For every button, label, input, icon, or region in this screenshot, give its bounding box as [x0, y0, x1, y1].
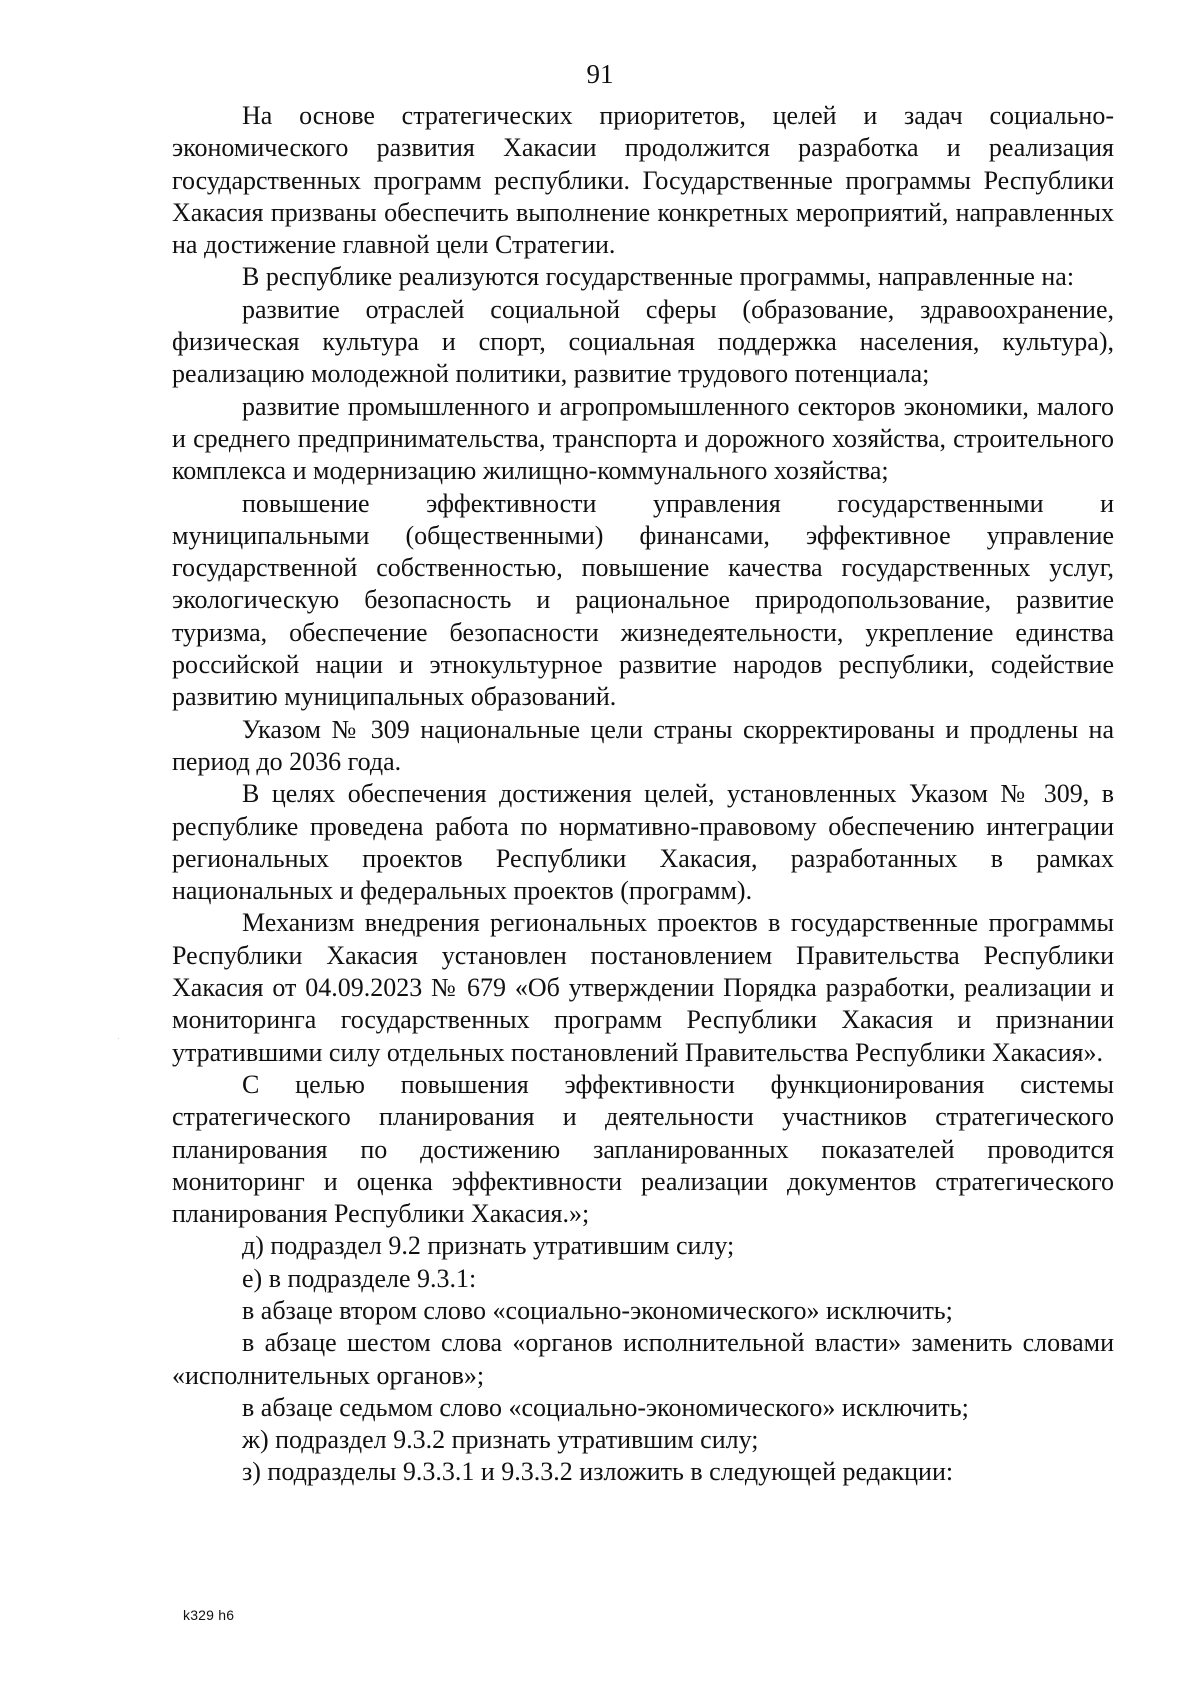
paragraph-finance-management: повышение эффективности управления государственными и муниципальными (общественными) финансами, эффективное управление государственной собственностью, повышение качества государственных услуг, экологическую безопасность и рациональное природопользование, развитие туризма, обеспечение безопасности жизнедеятельности, укрепление единства российской нации и этнокультурное развитие народов республики, содействие развитию муниципальных образований.	[172, 488, 1114, 712]
paragraph-regional-projects: В целях обеспечения достижения целей, установленных Указом № 309, в республике проведена работа по нормативно-правовому обеспечению интеграции региональных проектов Республики Хакасия, разработанных в рамках национальных и федеральных проектов (программ).	[172, 779, 1114, 906]
paragraph-monitoring: С целью повышения эффективности функционирования системы стратегического планирования и деятельности участников стратегического планирования по достижению запланированных показателей проводится мониторинг и оценка эффективности реализации документов стратегического планирования Республики Хакасия.»;	[172, 1069, 1114, 1229]
document-body	[172, 100, 1114, 1489]
scan-speck	[118, 1038, 119, 1039]
paragraph-social-sphere: развитие отраслей социальной сферы (образование, здравоохранение, физическая культура и спорт, социальная поддержка населения, культура), реализацию молодежной политики, развитие трудового потенциала;	[172, 294, 1114, 389]
paragraph-programs-intro: В республике реализуются государственные программы, направленные на:	[242, 262, 1075, 292]
paragraph-implementation-mechanism: Механизм внедрения региональных проектов в государственные программы Республики Хакасия установлен постановлением Правительства Республики Хакасия от 04.09.2023 № 679 «Об утверждении Порядка разработки, реализации и мониторинга государственных программ Республики Хакасия и признании утратившими силу отдельных постановлений Правительства Республики Хакасия».	[172, 908, 1114, 1067]
paragraph-item-e: е) в подразделе 9.3.1:	[242, 1263, 477, 1293]
paragraph-item-d: д) подраздел 9.2 признать утратившим силу;	[242, 1231, 735, 1261]
paragraph-economy-sectors: развитие промышленного и агропромышленного секторов экономики, малого и среднего предпринимательства, транспорта и дорожного хозяйства, строительного комплекса и модернизацию жилищно-коммунального хозяйства;	[172, 391, 1114, 486]
paragraph-decree-309: Указом № 309 национальные цели страны скорректированы и продлены на период до 2036 года.	[172, 714, 1114, 776]
paragraph-item-e-seventh: в абзаце седьмом слово «социально-экономического» исключить;	[242, 1392, 969, 1422]
paragraph-item-e-second: в абзаце втором слово «социально-экономического» исключить;	[242, 1295, 953, 1325]
paragraph-item-zh: ж) подраздел 9.3.2 признать утратившим силу;	[242, 1425, 759, 1455]
document-code: k329 h6	[183, 1607, 235, 1623]
paragraph-item-z: з) подразделы 9.3.3.1 и 9.3.3.2 изложить в следующей редакции:	[242, 1457, 954, 1487]
paragraph-item-e-sixth: в абзаце шестом слова «органов исполнительной власти» заменить словами «исполнительных органов»;	[172, 1328, 1114, 1390]
page-number: 91	[586, 59, 614, 89]
paragraph-strategy-programs: На основе стратегических приоритетов, целей и задач социально-экономического развития Хакасии продолжится разработка и реализация государственных программ республики. Государственные программы Республики Хакасия призваны обеспечить выполнение конкретных мероприятий, направленных на достижение главной цели Стратегии.	[172, 101, 1114, 260]
